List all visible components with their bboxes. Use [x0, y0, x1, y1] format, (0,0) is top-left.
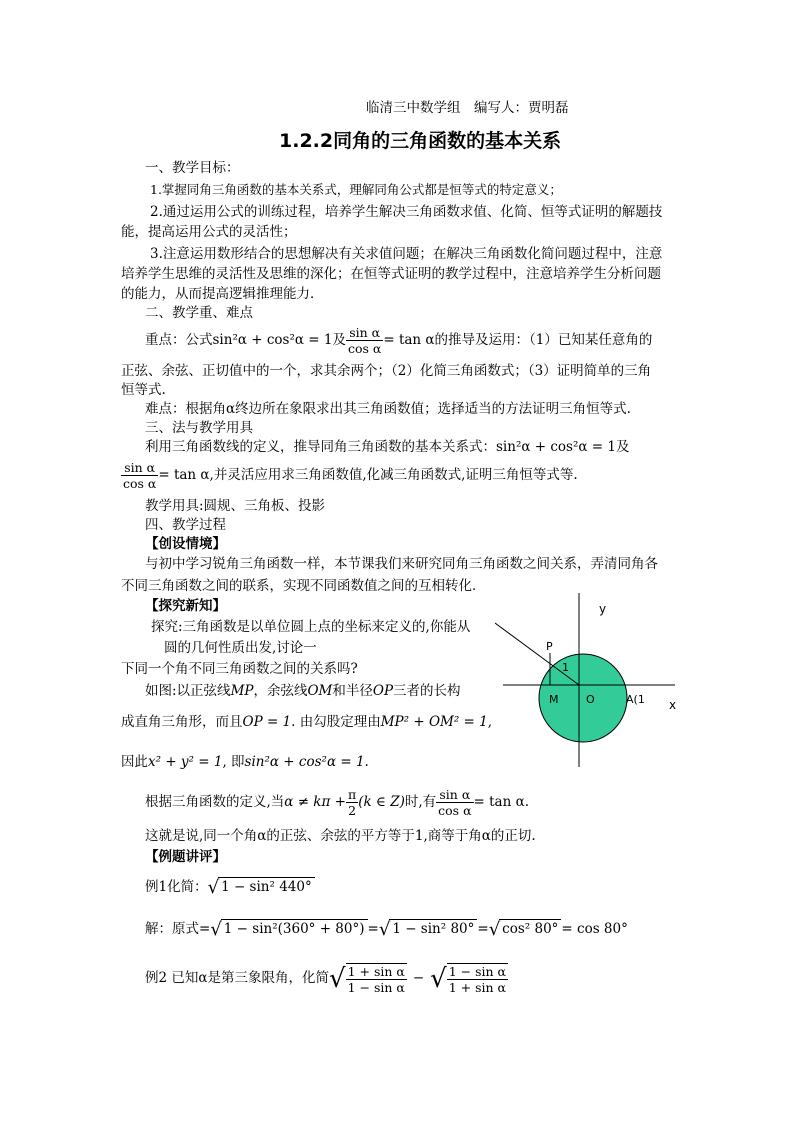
goal-3b: 培养学生思维的灵活性及思维的深化；在恒等式证明的教学过程中，注意培养学生分析问题 — [121, 266, 661, 282]
frac-den: cos α — [438, 803, 472, 818]
figure-text-b — [121, 712, 492, 732]
section-heading-methods: 三、法与教学用具 — [145, 420, 253, 436]
methods-and: 及 — [616, 439, 630, 455]
methods-line-2 — [121, 457, 578, 493]
sol-step-4: = cos 80° — [561, 921, 628, 937]
fig-text: 根据三角函数的定义,当 — [145, 794, 285, 810]
methods-text: 利用三角函数线的定义，推导同角三角函数的基本关系式： — [145, 439, 496, 455]
key-tan: = tan α — [383, 332, 435, 348]
goal-2a: 2.通过运用公式的训练过程，培养学生解决三角函数求值、化简、恒等式证明的解题技 — [150, 204, 663, 220]
frac-num: sin α — [121, 460, 158, 476]
fig-text: ，余弦线 — [253, 683, 308, 699]
fig-text: 如图:以正弦线 — [145, 683, 231, 699]
def-tan: = tan α — [473, 794, 525, 810]
fig-text: 成直角三角形，而且 — [121, 714, 243, 730]
therefore-line — [121, 752, 369, 772]
goal-1: 1.掌握同角三角函数的基本关系式，理解同角公式都是恒等式的特定意义； — [150, 182, 562, 197]
methods-line — [145, 437, 630, 457]
figure-text-a — [145, 681, 461, 701]
frac-num: sin α — [346, 325, 383, 341]
fig-text: , — [487, 714, 493, 730]
fig-text: 时,有 — [404, 794, 437, 810]
ex2-fraction-2 — [447, 963, 508, 995]
terminal-side-line — [495, 623, 579, 685]
frac-num: π — [347, 787, 357, 802]
key-formula-1: sin²α + cos²α = 1 — [212, 332, 333, 348]
point-p-label: P — [546, 640, 553, 653]
identity-equation: sin²α + cos²α = 1 — [244, 754, 365, 770]
equals: = — [477, 921, 489, 937]
radius-one-label: 1 — [562, 661, 569, 674]
key-and: 及 — [332, 332, 346, 348]
sqrt-icon: √ — [378, 918, 391, 940]
explore-c: 下同一个角不同三角函数之间的关系吗? — [121, 661, 358, 677]
sqrt-icon: √ — [430, 963, 447, 994]
solution-1 — [145, 919, 628, 940]
explore-a: 探究:三角函数是以单位圆上点的坐标来定义的,你能从 — [151, 619, 471, 635]
sol-step-1: 1 − sin²(360° + 80°) — [221, 919, 368, 938]
key-b: 正弦、余弦、正切值中的一个，求其余两个；（2）化简三角函数式；（3）证明简单的三角 — [121, 363, 652, 379]
sol-step-2: 1 − sin² 80° — [389, 919, 477, 938]
point-a-label: A(1 — [626, 693, 645, 706]
pi-over-two — [346, 787, 358, 818]
explore-heading: 【探究新知】 — [145, 598, 226, 614]
unit-circle-figure — [495, 585, 690, 775]
frac-num: sin α — [436, 787, 473, 803]
def-fraction — [436, 787, 473, 818]
equals: = — [367, 921, 379, 937]
create-b: 不同三角函数之间的联系，实现不同函数值之间的互相转化． — [121, 578, 486, 594]
goal-3a: 3.注意运用数形结合的思想解决有关求值问题；在解决三角函数化简问题过程中，注意 — [150, 246, 663, 262]
definition-line — [145, 784, 529, 820]
fig-text: 和半径 — [332, 683, 373, 699]
example-2 — [145, 958, 508, 999]
methods-tail: ,并灵活应用求三角函数值,化减三角函数式,证明三角恒等式等. — [209, 467, 578, 483]
sqrt-icon: √ — [488, 918, 501, 940]
mp-label: MP — [230, 683, 254, 699]
sqrt-icon: √ — [329, 963, 346, 994]
om-label: OM — [307, 683, 333, 699]
create-heading: 【创设情境】 — [145, 536, 226, 552]
sqrt-icon: √ — [210, 918, 222, 940]
origin-label: O — [586, 693, 595, 706]
fig-text: . 由勾股定理由 — [291, 714, 381, 730]
methods-tan: = tan α — [158, 467, 210, 483]
minus: − — [412, 970, 425, 986]
frac-den: cos α — [348, 341, 382, 356]
k-in-z: (k ∈ Z) — [358, 794, 405, 810]
difficulty: 难点：根据角α终边所在象限求出其三角函数值；选择适当的方法证明三角恒等式. — [145, 401, 631, 417]
example-1 — [145, 877, 315, 898]
frac-num: 1 + sin α — [347, 963, 405, 979]
teaching-tools: 教学用具:圆规、三角板、投影 — [145, 498, 326, 514]
fig-text: , 即 — [222, 754, 245, 770]
fig-text: . — [524, 794, 529, 810]
section-heading-goals: 一、教学目标： — [145, 160, 240, 176]
summary-line: 这就是说,同一个角α的正弦、余弦的平方等于1,商等于角α的正切. — [145, 828, 536, 844]
key-label: 重点：公式 — [145, 332, 213, 348]
sqrt-icon: √ — [207, 876, 220, 898]
key-c: 恒等式. — [121, 382, 166, 398]
ex1-label: 例1化简： — [145, 879, 208, 895]
page-title: 1.2.2同角的三角函数的基本关系 — [279, 130, 562, 152]
methods-formula: sin²α + cos²α = 1 — [496, 439, 616, 455]
frac-den: 1 + sin α — [448, 979, 506, 995]
key-tail: 的推导及运用：（1）已知某任意角的 — [434, 332, 653, 348]
ex2-fraction-1 — [346, 963, 407, 995]
author-line: 临清三中数学组 编写人：贾明磊 — [366, 100, 569, 116]
op-equation: OP = 1 — [242, 714, 292, 730]
x-axis-label: x — [669, 698, 677, 712]
section-heading-process: 四、教学过程 — [145, 517, 226, 533]
frac-den: 1 − sin α — [347, 979, 405, 995]
fig-text: 三者的长构 — [393, 683, 461, 699]
key-points-line — [145, 322, 652, 358]
sol-step-3: cos² 80° — [499, 919, 561, 938]
y-axis-label: y — [599, 602, 607, 616]
point-m-label: M — [549, 693, 559, 706]
frac-den: cos α — [123, 476, 157, 491]
frac-num: 1 − sin α — [448, 963, 506, 979]
frac-den: 2 — [348, 803, 357, 818]
examples-heading: 【例题讲评】 — [145, 849, 226, 865]
pythagoras-equation: MP² + OM² = 1 — [380, 714, 488, 730]
methods-fraction — [121, 460, 158, 491]
unit-circle-equation: x² + y² = 1 — [148, 754, 223, 770]
explore-b: 圆的几何性质出发,讨论一 — [164, 640, 317, 656]
op-label: OP — [372, 683, 394, 699]
sol-label: 解：原式= — [145, 921, 211, 937]
ex1-expr: 1 − sin² 440° — [218, 877, 315, 896]
goal-3c: 的能力，从而提高逻辑推理能力． — [121, 286, 324, 302]
key-fraction — [346, 325, 383, 356]
ex2-label: 例2 已知α是第三象限角，化简 — [145, 970, 329, 986]
goal-2b: 能，提高运用公式的灵活性； — [121, 224, 297, 240]
fig-text: 因此 — [121, 754, 148, 770]
fig-text: . — [364, 754, 369, 770]
create-a: 与初中学习锐角三角函数一样，本节课我们来研究同角三角函数之间关系，弄清同角各 — [145, 556, 658, 572]
def-condition: α ≠ kπ + — [284, 794, 346, 810]
section-heading-key: 二、教学重、难点 — [145, 305, 253, 321]
